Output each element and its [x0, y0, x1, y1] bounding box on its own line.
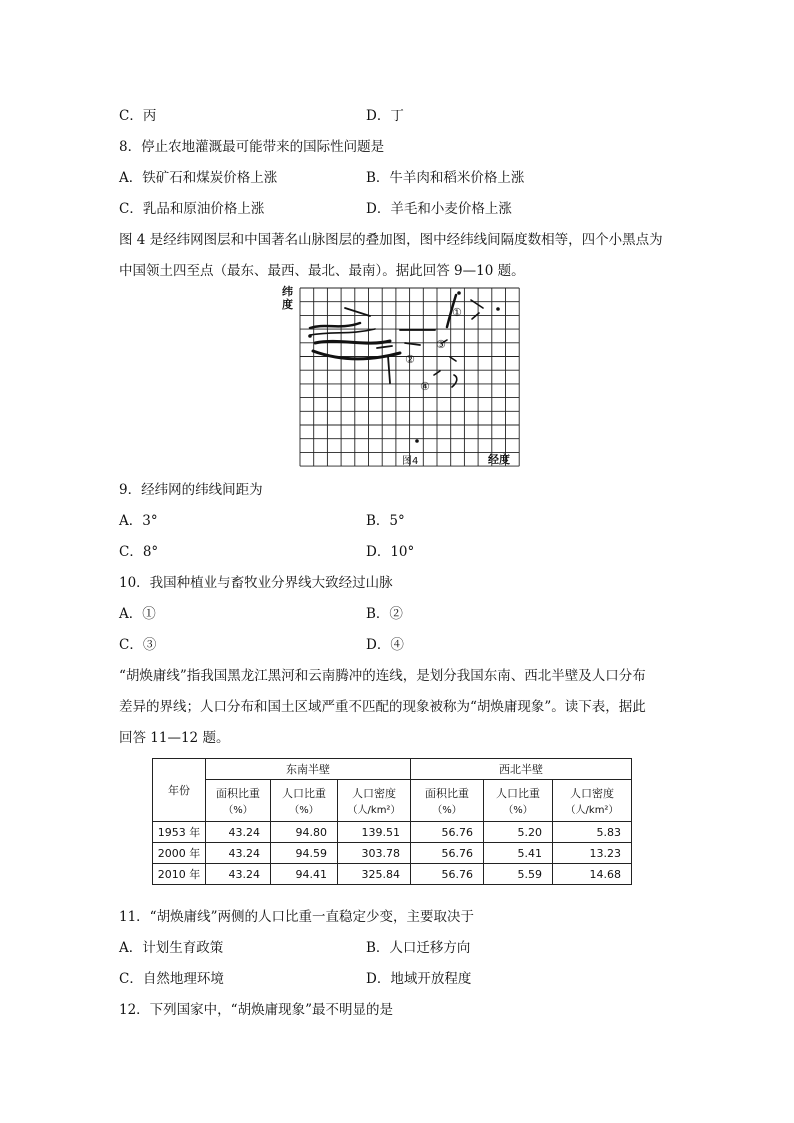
hu-intro-line2: 差异的界线；人口分布和国土区域严重不匹配的现象被称为“胡焕庸现象”。读下表，据此 — [119, 699, 646, 715]
mountain-himalaya — [313, 351, 400, 359]
figure-caption: 图4 — [402, 456, 419, 467]
hu-intro-line1: “胡焕庸线”指我国黑龙江黑河和云南腾冲的连线，是划分我国东南、西北半壁及人口分布 — [119, 668, 646, 684]
header-se-pop: 人口比重 （%） — [271, 780, 338, 822]
point-west — [308, 334, 312, 338]
q9-option-d: D．10° — [366, 544, 415, 560]
marker-4: ④ — [420, 380, 430, 393]
mountain-tianshan-east — [310, 329, 375, 335]
q11-option-d: D．地域开放程度 — [366, 971, 472, 987]
header-northwest: 西北半壁 — [411, 759, 632, 780]
q7-option-c: C．丙 — [119, 108, 157, 124]
figure-4-map — [280, 283, 520, 468]
q7-option-d: D．丁 — [366, 108, 404, 124]
marker-2: ② — [405, 353, 415, 366]
mountain-qilian — [377, 346, 392, 348]
q8-option-b: B．牛羊肉和稻米价格上涨 — [366, 170, 525, 186]
hu-intro-line3: 回答 11—12 题。 — [119, 730, 230, 746]
header-se-density: 人口密度 （人/km²） — [338, 780, 411, 822]
q9-option-c: C．8° — [119, 544, 159, 560]
xlabel: 经度 — [488, 453, 510, 466]
ylabel-1: 纬 — [282, 285, 293, 298]
header-nw-pop: 人口比重 （%） — [484, 780, 553, 822]
mountain-kunlun — [315, 341, 390, 343]
q10-stem: 10．我国种植业与畜牧业分界线大致经过山脉 — [119, 575, 393, 591]
mountain-wuyi-s — [452, 375, 457, 387]
q8-stem: 8．停止农地灌溉最可能带来的国际性问题是 — [119, 139, 385, 155]
q11-stem: 11．“胡焕庸线”两侧的人口比重一直稳定少变，主要取决于 — [119, 909, 474, 925]
q12-stem: 12．下列国家中，“胡焕庸现象”最不明显的是 — [119, 1002, 393, 1018]
extreme-points — [308, 291, 500, 443]
header-year: 年份 — [153, 759, 206, 822]
header-nw-area: 面积比重 （%） — [411, 780, 484, 822]
header-nw-density: 人口密度 （人/km²） — [553, 780, 632, 822]
q11-option-b: B．人口迁移方向 — [366, 940, 471, 956]
q9-option-a: A．3° — [119, 513, 158, 529]
mountain-tianshan-west — [310, 323, 360, 328]
header-se-area: 面积比重 （%） — [206, 780, 271, 822]
table-row: 2000 年 43.24 94.59 303.78 56.76 5.41 13.23 — [153, 843, 632, 864]
q10-option-d: D．④ — [366, 637, 404, 653]
marker-1: ① — [452, 306, 462, 319]
mountain-hengduan — [388, 356, 390, 383]
header-southeast: 东南半壁 — [206, 759, 411, 780]
mountain-altai — [345, 308, 370, 316]
fig4-intro-line1: 图 4 是经纬网图层和中国著名山脉图层的叠加图，图中经纬线间隔度数相等，四个小黑点为 — [119, 232, 663, 248]
q11-option-a: A．计划生育政策 — [119, 940, 224, 956]
q9-option-b: B．5° — [366, 513, 405, 529]
q10-option-a: A．① — [119, 606, 156, 622]
q8-option-c: C．乳品和原油价格上涨 — [119, 201, 265, 217]
point-north — [457, 291, 461, 295]
ylabel-2: 度 — [282, 298, 293, 311]
population-table — [152, 758, 632, 885]
q11-option-c: C．自然地理环境 — [119, 971, 224, 987]
marker-3: ③ — [436, 338, 446, 351]
lat-lon-grid — [300, 288, 519, 466]
table-row: 1953 年 43.24 94.80 139.51 56.76 5.20 5.83 — [153, 822, 632, 843]
mountain-changbai-n — [471, 300, 483, 308]
fig4-intro-line2: 中国领土四至点（最东、最西、最北、最南）。据此回答 9—10 题。 — [119, 263, 525, 279]
mountain-qinling — [405, 343, 420, 345]
point-east — [496, 307, 500, 311]
q8-option-d: D．羊毛和小麦价格上涨 — [366, 201, 512, 217]
point-south — [415, 439, 419, 443]
q10-option-c: C．③ — [119, 637, 157, 653]
table-row: 2010 年 43.24 94.41 325.84 56.76 5.59 14.68 — [153, 864, 632, 885]
q8-option-a: A．铁矿石和煤炭价格上涨 — [119, 170, 278, 186]
q9-stem: 9．经纬网的纬线间距为 — [119, 482, 263, 498]
q10-option-b: B．② — [366, 606, 403, 622]
